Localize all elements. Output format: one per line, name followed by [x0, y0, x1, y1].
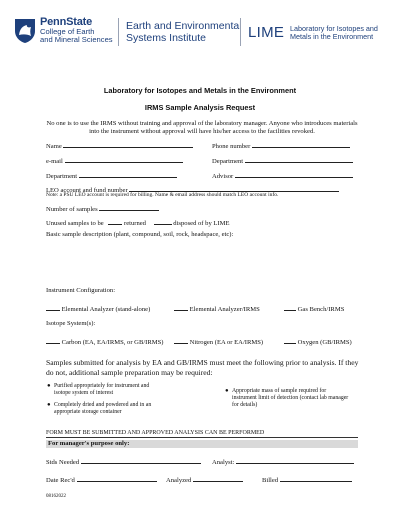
number-of-samples-field[interactable]: [46, 203, 159, 213]
advisor-line[interactable]: [235, 170, 353, 178]
stds-line[interactable]: [81, 456, 201, 464]
page-title: Laboratory for Isotopes and Metals in the Environment: [103, 86, 297, 95]
option-label: Elemental Analyzer (stand-alone): [61, 306, 151, 313]
stds-label: Stds Needed: [46, 459, 80, 466]
name-field[interactable]: [46, 140, 193, 150]
date-received-field[interactable]: [46, 474, 157, 484]
sample-description-area[interactable]: [46, 242, 358, 282]
email-field[interactable]: [46, 155, 183, 165]
penn-state-shield-icon: [14, 18, 36, 44]
instrument-option-ea-irms[interactable]: [174, 303, 260, 313]
college-name: [40, 28, 113, 44]
isotope-option-carbon[interactable]: [46, 336, 164, 346]
submission-notice: FORM MUST BE SUBMITTED AND APPROVED ANALYSIS CAN BE PERFORMED: [46, 430, 265, 436]
lime-line-1: Laboratory for Isotopes and: [290, 24, 378, 33]
isotope-option-nitrogen[interactable]: [174, 336, 263, 346]
department-field-right[interactable]: [212, 155, 353, 165]
advisor-field[interactable]: [212, 170, 353, 180]
option-checkline[interactable]: [174, 336, 188, 344]
analyst-field[interactable]: [212, 456, 354, 466]
intro-text: No one is to use the IRMS without training and approval of the laboratory manager. Anyone who introduces materials into the instrument without approval will have his/her access to the facilities revoked.: [46, 120, 358, 135]
form-subtitle: IRMS Sample Analysis Request: [144, 103, 256, 112]
returned-label: returned: [124, 220, 146, 227]
phone-field[interactable]: [212, 140, 350, 150]
eesi-name: [126, 20, 242, 44]
option-checkline[interactable]: [284, 336, 296, 344]
instrument-option-ea[interactable]: [46, 303, 150, 313]
name-line[interactable]: [63, 140, 193, 148]
billed-field[interactable]: [262, 474, 352, 484]
penn-state-wordmark: PennState: [40, 16, 92, 28]
department-label: Department: [212, 158, 244, 165]
eesi-line-2: Systems Institute: [126, 32, 206, 44]
date-line[interactable]: [77, 474, 157, 482]
leo-line[interactable]: [129, 184, 339, 192]
disposed-checkline[interactable]: [154, 217, 172, 225]
department-line[interactable]: [79, 170, 177, 178]
lime-line-2: Metals in the Environment: [290, 32, 374, 41]
instrument-option-gb-irms[interactable]: [284, 303, 344, 313]
phone-label: Phone number: [212, 143, 251, 150]
requirement-item: [47, 383, 164, 397]
phone-line[interactable]: [252, 140, 350, 148]
option-label: Elemental Analyzer/IRMS: [189, 306, 260, 313]
option-checkline[interactable]: [284, 303, 296, 311]
analyzed-field[interactable]: [166, 474, 243, 484]
option-checkline[interactable]: [46, 303, 60, 311]
option-label: Nitrogen (EA or EA/IRMS): [189, 339, 264, 346]
option-checkline[interactable]: [46, 336, 60, 344]
option-label: Oxygen (GB/IRMS): [297, 339, 352, 346]
num-samples-label: Number of samples: [46, 206, 98, 213]
isotope-option-oxygen[interactable]: [284, 336, 352, 346]
form-version-code: 08162022: [46, 494, 66, 499]
manager-heading: For manager's purpose only:: [48, 440, 130, 447]
analyzed-label: Analyzed: [166, 477, 192, 484]
billed-label: Billed: [262, 477, 279, 484]
returned-checkline[interactable]: [108, 217, 122, 225]
requirement-text: Completely dried and powdered and in an appropriate storage container: [54, 402, 152, 415]
bullet-icon: ●: [225, 388, 229, 394]
requirements-intro: Samples submitted for analysis by EA and GB/IRMS must meet the following prior to analysis. If they do not, additional sample preparation may be required:: [46, 358, 359, 377]
department-label: Department: [46, 173, 78, 180]
advisor-label: Advisor: [212, 173, 234, 180]
lime-logo: LIME: [248, 24, 285, 41]
email-line[interactable]: [65, 155, 183, 163]
notice-divider: [46, 437, 358, 438]
bullet-icon: ●: [47, 402, 51, 408]
unused-samples-label: Unused samples to be: [46, 220, 104, 227]
header-divider: [118, 18, 119, 46]
requirement-item: [225, 388, 352, 408]
num-samples-line[interactable]: [99, 203, 159, 211]
analyst-label: Analyst:: [212, 459, 235, 466]
requirement-text: Appropriate mass of sample required for instrument limit of detection (contact lab manager for details): [232, 388, 349, 408]
unused-samples-field: [46, 217, 230, 227]
email-label: e-mail: [46, 158, 63, 165]
isotope-systems-heading: Isotope System(s):: [46, 320, 96, 327]
analyst-line[interactable]: [236, 456, 354, 464]
analyzed-line[interactable]: [193, 474, 243, 482]
requirement-text: Purified appropriately for instrument and isotope system of interest: [54, 383, 150, 396]
college-line-1: College of Earth: [40, 27, 95, 36]
date-label: Date Rec'd: [46, 477, 75, 484]
billed-line[interactable]: [280, 474, 352, 482]
eesi-line-1: Earth and Environmental: [126, 20, 242, 32]
lime-name: [290, 25, 378, 41]
college-line-2: and Mineral Sciences: [40, 35, 113, 45]
instrument-config-heading: Instrument Configuration:: [46, 287, 116, 294]
option-label: Carbon (EA, EA/IRMS, or GB/IRMS): [61, 339, 164, 346]
disposed-label: disposed of by LIME: [173, 220, 230, 227]
leo-label: LEO account and fund number: [46, 187, 128, 194]
option-checkline[interactable]: [174, 303, 188, 311]
header-divider: [240, 18, 241, 46]
sample-description-label: Basic sample description (plant, compound, soil, rock, headspace, etc):: [46, 231, 234, 238]
stds-needed-field[interactable]: [46, 456, 201, 466]
leo-note: Note: a PSU LEO account is required for billing. Name & email address should match LEO account info.: [46, 192, 279, 198]
department-field-left[interactable]: [46, 170, 177, 180]
name-label: Name: [46, 143, 62, 150]
option-label: Gas Bench/IRMS: [297, 306, 345, 313]
bullet-icon: ●: [47, 383, 51, 389]
department-line[interactable]: [245, 155, 353, 163]
requirement-item: [47, 402, 164, 416]
